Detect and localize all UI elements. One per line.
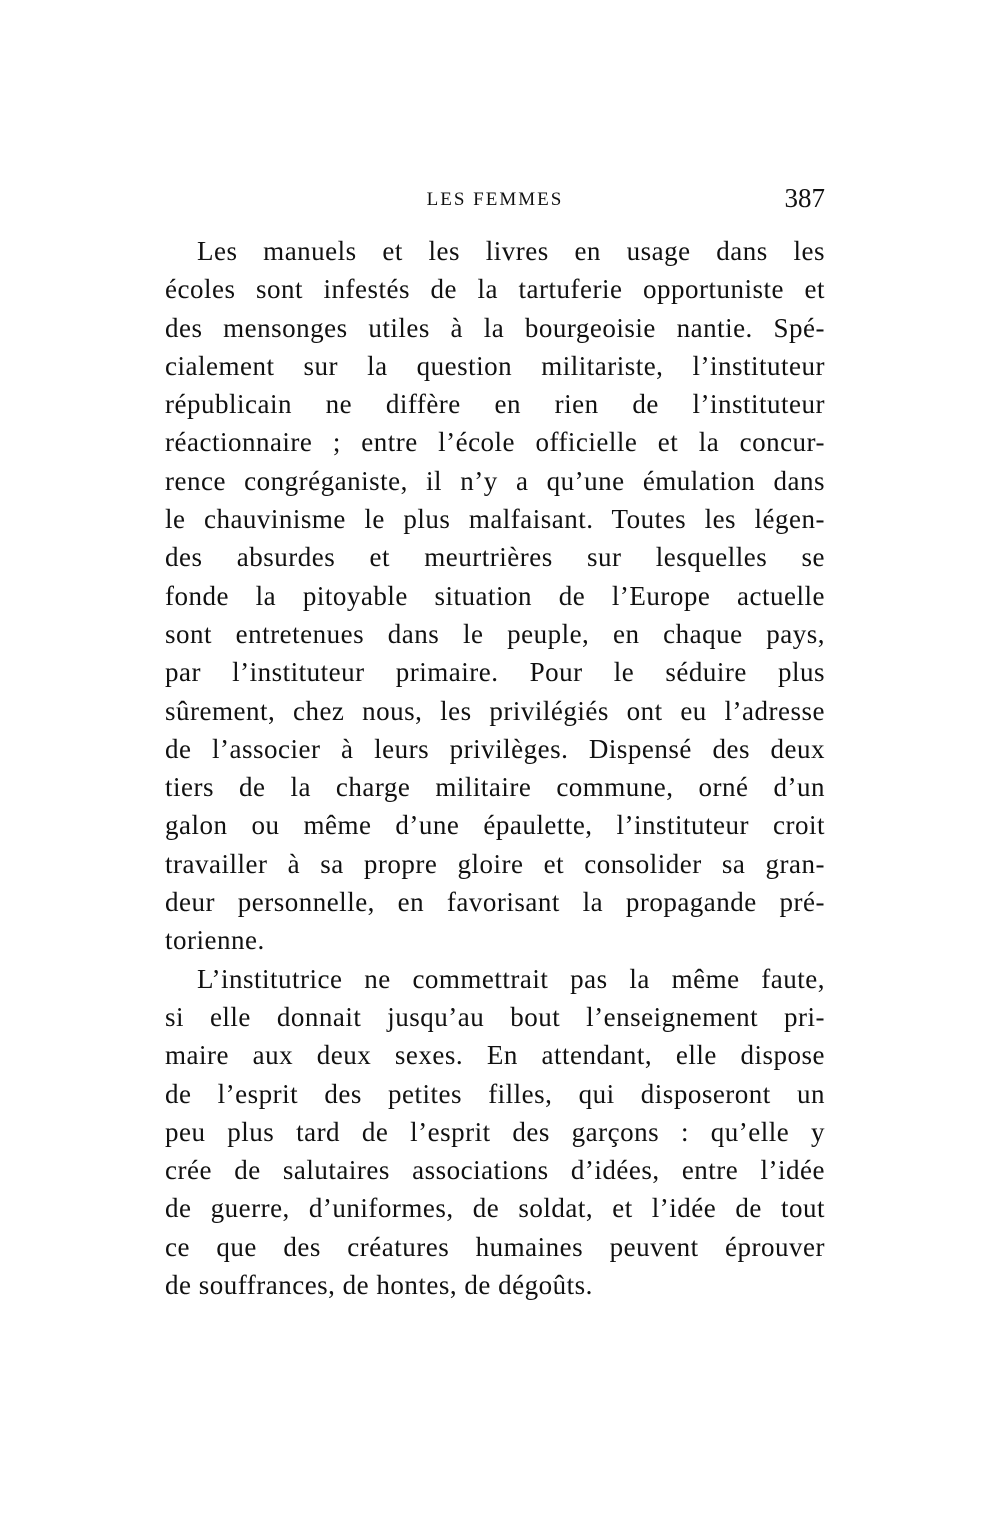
text-line: de l’esprit des petites filles, qui disposeront un: [165, 1078, 825, 1109]
text-line: tiers de la charge militaire commune, orné d’un: [165, 772, 825, 803]
text-line: maire aux deux sexes. En attendant, elle dispose: [165, 1040, 825, 1071]
paragraph-1: [165, 232, 825, 960]
text-line: le chauvinisme le plus malfaisant. Toutes les légen-: [165, 504, 825, 535]
text-line: écoles sont infestés de la tartuferie opportuniste et: [165, 274, 825, 305]
running-title: LES FEMMES: [426, 189, 564, 210]
text-line: républicain ne diffère en rien de l’instituteur: [165, 389, 825, 420]
text-line: des absurdes et meurtrières sur lesquelles se: [165, 542, 825, 573]
text-line: deur personnelle, en favorisant la propagande pré-: [165, 887, 825, 918]
text-line: de guerre, d’uniformes, de soldat, et l’idée de tout: [165, 1193, 825, 1224]
text-line: réactionnaire ; entre l’école officielle et la concur-: [165, 427, 825, 458]
text-line: sont entretenues dans le peuple, en chaque pays,: [165, 618, 825, 649]
text-line: crée de salutaires associations d’idées, entre l’idée: [165, 1155, 825, 1186]
text-line: des mensonges utiles à la bourgeoisie nantie. Spé-: [165, 312, 825, 343]
text-line: sûrement, chez nous, les privilégiés ont eu l’adresse: [165, 695, 825, 726]
running-head: [165, 183, 825, 223]
text-line: galon ou même d’une épaulette, l’instituteur croit: [165, 810, 825, 841]
body-text: [165, 232, 825, 1304]
text-line: de l’associer à leurs privilèges. Dispensé des deux: [165, 733, 825, 764]
text-line: de souffrances, de hontes, de dégoûts.: [165, 1270, 593, 1301]
text-line: travailler à sa propre gloire et consolider sa gran-: [165, 848, 825, 879]
text-line: si elle donnait jusqu’au bout l’enseignement pri-: [165, 1001, 825, 1032]
page-number: 387: [784, 183, 825, 213]
text-line: cialement sur la question militariste, l’instituteur: [165, 350, 825, 381]
text-line: fonde la pitoyable situation de l’Europe actuelle: [165, 580, 825, 611]
text-line: L’institutrice ne commettrait pas la même faute,: [197, 963, 825, 994]
text-line: ce que des créatures humaines peuvent éprouver: [165, 1231, 825, 1262]
text-line: Les manuels et les livres en usage dans les: [197, 236, 825, 266]
text-line: par l’instituteur primaire. Pour le séduire plus: [165, 657, 825, 688]
text-line: peu plus tard de l’esprit des garçons : qu’elle y: [165, 1116, 825, 1147]
text-line: torienne.: [165, 925, 265, 956]
paragraph-2: [165, 960, 825, 1305]
text-line: rence congréganiste, il n’y a qu’une émulation dans: [165, 465, 825, 496]
